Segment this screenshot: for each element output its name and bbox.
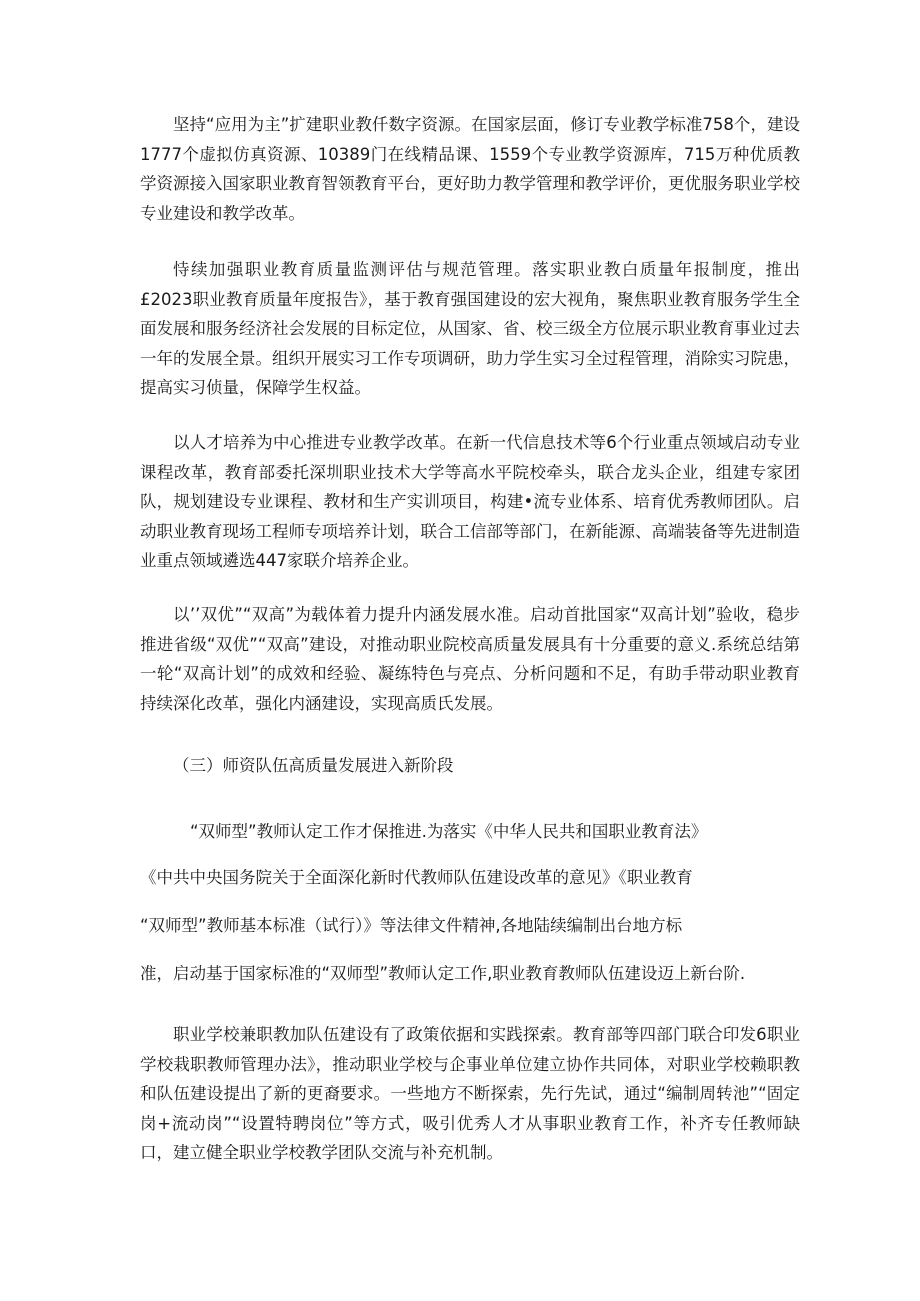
paragraph-quality-monitoring: 恃续加强职业教育质量监测评估与规范管理。落实职业教白质量年报制度，推出£2023职业教育质量年度报告》，基于教育强国建设的宏大视角，聚焦职业教育服务学生全面发展和服务经济社会发展的目标定位，从国家、省、校三级全方位展示职业教育事业过去一年的发展全景。组织开展实习工作专项调研，助力学生实习全过程管理，消除实习院患，提高实习侦量，保障学生权益。: [140, 260, 800, 397]
section-heading: （三）师资队伍高质量发展进入新阶段: [173, 756, 454, 775]
double-teacher-line-1: “双师型”教师认定工作才保推进.为落实《中华人民共和国职业教育法》: [190, 822, 708, 841]
paragraph-digital-resources: 坚持“应用为主”扩建职业教仟数字资源。在国家层面，修订专业教学标准758个，建设1777个虚拟仿真资源、10389门在线精品课、1559个专业教学资源库，715万种优质教学资源接入国家职业教育智领教育平台，更好助力教学管理和教学评价，更优服务职业学校专业建设和教学改革。: [140, 115, 800, 223]
double-teacher-line-2: 《中共中央国务院关于全面深化新时代教师队伍建设改革的意见》《职业教育: [140, 868, 693, 887]
paragraph-part-time-teachers: 职业学校兼职教加队伍建设有了政策依据和实践探索。教育部等四部门联合印发6职业学校栽职教师管理办法》，推动职业学校与企事业单位建立协作共同体，对职业学校赖职教和队伍建设提出了新的更裔要求。一些地方不断探索，先行先试，通过“编制周转池”“固定岗+流动岗”“设置特聘岗位”等方式，吸引优秀人才从事职业教育工作，补齐专任教师缺口，建立健全职业学校教学团队交流与补充机制。: [140, 1025, 800, 1162]
paragraph-teaching-reform: 以人才培养为中心推进专业教学改革。在新一代信息技术等6个行业重点领域启动专业课程改革，教育部委托深圳职业技术大学等高水平院校牵头，联合龙头企业，组建专家团队，规划建设专业课程、教材和生产实训项目，构建•流专业体系、培育优秀教师团队。启动职业教育现场工程师专项培养计划，联合工信部等部门，在新能源、高端装备等先进制造业重点领域遴选447家联介培养企业。: [140, 433, 800, 570]
double-teacher-line-3: “双师型”教师基本标准（试行）》等法律文件精神,各地陆续编制出台地方标: [140, 916, 683, 935]
paragraph-double-excellence: 以’’双优”“双高”为载体着力提升内涵发展水准。启动首批国家“双高计划”验收，稳步推进省级“双优”“双高”建设，对推动职业院校高质量发展具有十分重要的意义.系统总结第一轮“双高计划”的成效和经验、凝练特色与亮点、分析问题和不足，有助手带动职业教育持续深化改革，强化内涵建设，实现高质氏发展。: [140, 605, 800, 713]
double-teacher-line-4: 准，启动基于国家标准的“双师型”教师认定工作,职业教育教师队伍建设迈上新台阶.: [140, 964, 746, 983]
